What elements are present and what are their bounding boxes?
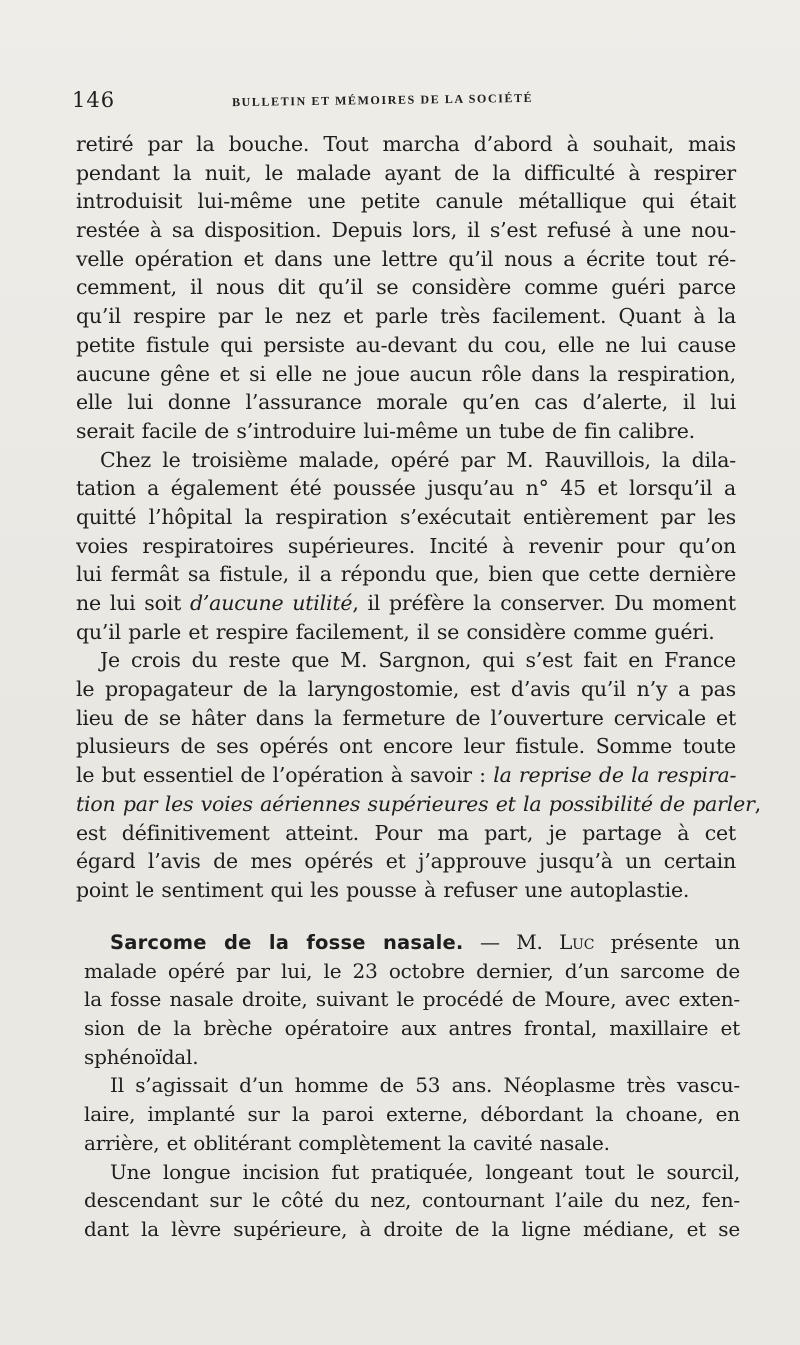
text-line: aucune gêne et si elle ne joue aucun rôle dans la respiration,	[76, 361, 736, 386]
section-sarcome	[84, 928, 740, 1244]
text-fragment: le but essentiel de l’opération à savoir :	[76, 763, 494, 788]
text-line	[76, 589, 736, 618]
main-text	[76, 130, 761, 905]
text-line: sphénoïdal.	[84, 1044, 199, 1069]
text-fragment: présente un	[594, 930, 740, 954]
text-line: la fosse nasale droite, suivant le procédé de Moure, avec exten-	[84, 987, 740, 1012]
text-fragment: ne lui soit	[76, 591, 190, 615]
text-line: introduisit lui-même une petite canule métallique qui était	[76, 189, 736, 214]
text-line: laire, implanté sur la paroi externe, débordant la choane, en	[84, 1102, 740, 1127]
text-line: Chez le troisième malade, opéré par M. Rauvillois, la dila-	[100, 447, 736, 472]
text-line: voies respiratoires supérieures. Incité à revenir pour qu’on	[76, 533, 736, 558]
text-line: restée à sa disposition. Depuis lors, il s’est refusé à une nou-	[76, 218, 736, 243]
author-name: Luc	[559, 930, 595, 954]
text-fragment: — M.	[463, 930, 560, 954]
text-line: Il s’agissait d’un homme de 53 ans. Néoplasme très vascu-	[110, 1073, 740, 1098]
text-line: lui fermât sa fistule, il a répondu que, bien que cette dernière	[76, 562, 736, 587]
text-line	[76, 761, 736, 790]
text-line: lieu de se hâter dans la fermeture de l’ouverture cervicale et	[76, 705, 736, 730]
text-line: sion de la brèche opératoire aux antres frontal, maxillaire et	[84, 1016, 740, 1041]
text-line: serait facile de s’introduire lui-même un tube de fin calibre.	[76, 418, 695, 443]
text-line: Une longue incision fut pratiquée, longeant tout le sourcil,	[110, 1159, 740, 1184]
italic-phrase: tion par les voies aériennes supérieures et la possibilité de parler	[76, 791, 755, 816]
section-heading-line	[84, 928, 740, 957]
text-line: point le sentiment qui les pousse à refuser une autoplastie.	[76, 877, 690, 902]
text-line: retiré par la bouche. Tout marcha d’abord à souhait, mais	[76, 132, 736, 156]
running-head: BULLETIN ET MÉMOIRES DE LA SOCIÉTÉ	[231, 90, 534, 110]
text-line: égard l’avis de mes opérés et j’approuve jusqu’à un certain	[76, 849, 736, 874]
text-line: Je crois du reste que M. Sargnon, qui s’est fait en France	[100, 648, 736, 673]
text-line: petite fistule qui persiste au-devant du cou, elle ne lui cause	[76, 332, 736, 357]
page-header	[72, 88, 732, 118]
text-fragment: , il préfère la conserver. Du moment	[352, 591, 736, 615]
text-line: velle opération et dans une lettre qu’il nous a écrite tout ré-	[76, 246, 736, 271]
text-line: descendant sur le côté du nez, contournant l’aile du nez, fen-	[84, 1188, 740, 1213]
text-line: tation a également été poussée jusqu’au n° 45 et lorsqu’il a	[76, 476, 736, 501]
text-line: qu’il parle et respire facilement, il se considère comme guéri.	[76, 619, 715, 644]
italic-phrase: la reprise de la respira-	[493, 763, 737, 788]
text-line: cemment, il nous dit qu’il se considère comme guéri parce	[76, 275, 736, 300]
text-line: pendant la nuit, le malade ayant de la difficulté à respirer	[76, 160, 736, 185]
italic-phrase: d’aucune utilité	[189, 591, 353, 615]
text-line: arrière, et oblitérant complètement la cavité nasale.	[84, 1130, 610, 1155]
text-line: dant la lèvre supérieure, à droite de la ligne médiane, et se	[84, 1216, 740, 1241]
text-line	[76, 790, 761, 819]
text-line: plusieurs de ses opérés ont encore leur fistule. Somme toute	[76, 734, 736, 759]
text-line: est définitivement atteint. Pour ma part, je partage à cet	[76, 820, 736, 845]
text-fragment: ,	[754, 791, 761, 816]
text-line: qu’il respire par le nez et parle très facilement. Quant à la	[76, 304, 736, 329]
page-number: 146	[72, 88, 116, 112]
text-line: le propagateur de la laryngostomie, est d’avis qu’il n’y a pas	[76, 677, 736, 702]
text-line: quitté l’hôpital la respiration s’exécutait entièrement par les	[76, 504, 736, 529]
text-line: malade opéré par lui, le 23 octobre dernier, d’un sarcome de	[84, 958, 740, 983]
text-line: elle lui donne l’assurance morale qu’en cas d’alerte, il lui	[76, 390, 736, 415]
section-heading: Sarcome de la fosse nasale.	[110, 931, 464, 954]
